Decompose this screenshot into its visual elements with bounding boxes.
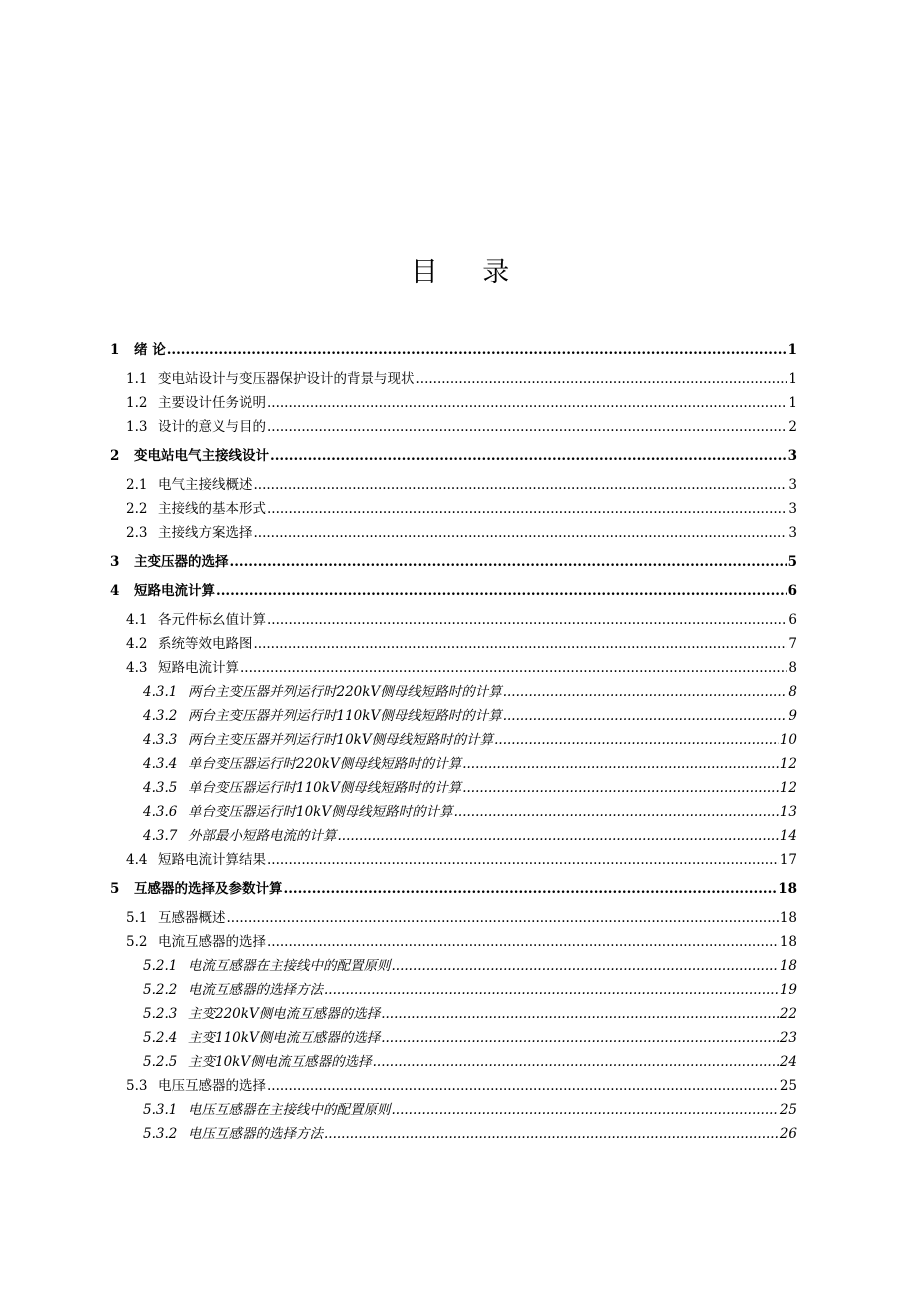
toc-entry-page-number: 8	[788, 684, 797, 700]
toc-entry-label: 绪 论	[134, 342, 166, 358]
toc-entry-page-number: 18	[779, 910, 797, 926]
toc-entry-page-number: 6	[787, 583, 797, 599]
toc-entry-page-number: 8	[788, 660, 797, 676]
toc-entry-label: 短路电流计算	[158, 660, 239, 676]
toc-entry-number: 5.2.3	[143, 1006, 178, 1022]
toc-entry-number: 4.3.3	[143, 732, 178, 748]
toc-entry-label: 外部最小短路电流的计算	[188, 828, 337, 844]
toc-entry-page-number: 25	[779, 1078, 797, 1094]
dot-leader	[267, 930, 779, 954]
toc-entry-number: 1.2	[126, 395, 148, 411]
toc-entry-page-number: 13	[779, 804, 797, 820]
toc-entry-number: 4.3.1	[143, 684, 178, 700]
toc-entry-level-3[interactable]	[110, 1122, 797, 1146]
toc-entry-page-number: 14	[779, 828, 797, 844]
dot-leader	[267, 1074, 779, 1098]
toc-entry-level-2[interactable]	[110, 391, 797, 415]
toc-entry-number: 5.2.1	[143, 958, 178, 974]
toc-entry-number: 3	[110, 554, 120, 570]
dot-leader	[338, 824, 779, 848]
toc-entry-page-number: 24	[779, 1054, 797, 1070]
toc-entry-number: 1	[110, 342, 120, 358]
toc-entry-page-number: 19	[779, 982, 797, 998]
toc-entry-level-3[interactable]	[110, 824, 797, 848]
toc-entry-label: 电气主接线概述	[158, 477, 253, 493]
toc-entry-number: 2	[110, 448, 120, 464]
dot-leader	[227, 906, 779, 930]
dot-leader	[267, 497, 787, 521]
toc-entry-level-3[interactable]	[110, 776, 797, 800]
toc-entry-label: 电流互感器的选择方法	[188, 982, 323, 998]
toc-entry-level-3[interactable]	[110, 752, 797, 776]
toc-entry-level-3[interactable]	[110, 954, 797, 978]
dot-leader	[381, 1002, 779, 1026]
toc-entry-level-3[interactable]	[110, 1098, 797, 1122]
toc-entry-page-number: 1	[787, 342, 797, 358]
dot-leader	[462, 776, 779, 800]
toc-entry-label: 主变110kV侧电流互感器的选择	[188, 1030, 381, 1046]
toc-entry-label: 单台变压器运行时10kV侧母线短路时的计算	[188, 804, 453, 820]
dot-leader	[462, 752, 779, 776]
toc-entry-label: 设计的意义与目的	[158, 419, 266, 435]
toc-entry-number: 4.2	[126, 636, 148, 652]
toc-entry-number: 5.3.2	[143, 1126, 178, 1142]
toc-entry-level-3[interactable]	[110, 978, 797, 1002]
toc-entry-page-number: 12	[779, 756, 797, 772]
dot-leader	[284, 877, 778, 901]
toc-entry-level-2[interactable]	[110, 906, 797, 930]
toc-entry-page-number: 17	[779, 852, 797, 868]
toc-entry-level-2[interactable]	[110, 930, 797, 954]
toc-entry-number: 2.2	[126, 501, 148, 517]
toc-entry-page-number: 18	[779, 934, 797, 950]
toc-entry-page-number: 1	[788, 395, 797, 411]
dot-leader	[270, 444, 787, 468]
dot-leader	[254, 632, 788, 656]
toc-entry-number: 5.2	[126, 934, 148, 950]
dot-leader	[392, 1098, 779, 1122]
dot-leader	[494, 728, 779, 752]
toc-entry-page-number: 3	[788, 501, 797, 517]
toc-entry-level-2[interactable]	[110, 848, 797, 872]
toc-entry-level-3[interactable]	[110, 1002, 797, 1026]
toc-entry-number: 5	[110, 881, 120, 897]
toc-entry-number: 4.3.7	[143, 828, 178, 844]
dot-leader	[381, 1026, 779, 1050]
toc-entry-level-2[interactable]	[110, 656, 797, 680]
dot-leader	[267, 391, 787, 415]
toc-entry-number: 4	[110, 583, 120, 599]
toc-entry-page-number: 3	[788, 477, 797, 493]
toc-entry-level-3[interactable]	[110, 704, 797, 728]
toc-entry-level-2[interactable]	[110, 497, 797, 521]
toc-entry-level-2[interactable]	[110, 367, 797, 391]
toc-entry-page-number: 6	[788, 612, 797, 628]
toc-entry-label: 主变压器的选择	[134, 554, 229, 570]
toc-entry-label: 主变220kV侧电流互感器的选择	[188, 1006, 381, 1022]
dot-leader	[267, 848, 779, 872]
toc-entry-page-number: 9	[788, 708, 797, 724]
toc-entry-label: 电流互感器的选择	[158, 934, 266, 950]
toc-entry-number: 4.3.5	[143, 780, 178, 796]
dot-leader	[324, 1122, 779, 1146]
dot-leader	[373, 1050, 779, 1074]
toc-entry-number: 4.3.6	[143, 804, 178, 820]
toc-entry-page-number: 2	[788, 419, 797, 435]
toc-entry-level-2[interactable]	[110, 608, 797, 632]
toc-title: 目 录	[410, 257, 528, 288]
toc-entry-page-number: 18	[779, 958, 797, 974]
toc-entry-page-number: 22	[779, 1006, 797, 1022]
toc-entry-level-2[interactable]	[110, 1074, 797, 1098]
toc-entry-label: 电压互感器在主接线中的配置原则	[188, 1102, 391, 1118]
toc-entry-label: 电流互感器在主接线中的配置原则	[188, 958, 391, 974]
toc-entry-number: 4.3	[126, 660, 148, 676]
dot-leader	[267, 608, 787, 632]
toc-entry-page-number: 3	[787, 448, 797, 464]
dot-leader	[503, 680, 788, 704]
toc-entry-label: 两台主变压器并列运行时220kV侧母线短路时的计算	[188, 684, 502, 700]
dot-leader	[503, 704, 788, 728]
toc-entry-label: 两台主变压器并列运行时10kV侧母线短路时的计算	[188, 732, 494, 748]
toc-entry-label: 主接线方案选择	[158, 525, 253, 541]
toc-entry-level-3[interactable]	[110, 800, 797, 824]
toc-entry-number: 1.1	[126, 371, 148, 387]
toc-entry-number: 5.3.1	[143, 1102, 178, 1118]
toc-entry-page-number: 3	[788, 525, 797, 541]
toc-entry-level-2[interactable]	[110, 521, 797, 545]
dot-leader	[392, 954, 779, 978]
toc-entry-label: 主要设计任务说明	[158, 395, 266, 411]
toc-entry-level-1[interactable]	[110, 444, 797, 468]
toc-entry-number: 5.2.5	[143, 1054, 178, 1070]
toc-entry-label: 短路电流计算	[134, 583, 215, 599]
toc-entry-level-3[interactable]	[110, 1050, 797, 1074]
dot-leader	[254, 473, 788, 497]
toc-entry-level-1[interactable]	[110, 338, 797, 362]
dot-leader	[167, 338, 787, 362]
toc-entry-label: 各元件标幺值计算	[158, 612, 266, 628]
toc-entry-label: 两台主变压器并列运行时110kV侧母线短路时的计算	[188, 708, 502, 724]
toc-entry-level-2[interactable]	[110, 632, 797, 656]
toc-entry-page-number: 1	[788, 371, 797, 387]
toc-entry-level-3[interactable]	[110, 1026, 797, 1050]
toc-entry-level-2[interactable]	[110, 473, 797, 497]
toc-entry-page-number: 25	[779, 1102, 797, 1118]
toc-entry-level-1[interactable]	[110, 579, 797, 603]
toc-entry-page-number: 10	[779, 732, 797, 748]
toc-entry-number: 4.3.4	[143, 756, 178, 772]
dot-leader	[416, 367, 788, 391]
toc-entry-label: 互感器概述	[158, 910, 226, 926]
toc-entry-number: 4.4	[126, 852, 148, 868]
toc-entry-label: 电压互感器的选择	[158, 1078, 266, 1094]
dot-leader	[454, 800, 779, 824]
toc-entry-level-1[interactable]	[110, 550, 797, 574]
toc-entry-number: 5.2.4	[143, 1030, 178, 1046]
toc-entry-label: 单台变压器运行时110kV侧母线短路时的计算	[188, 780, 462, 796]
toc-entry-page-number: 26	[779, 1126, 797, 1142]
toc-entry-label: 主变10kV侧电流互感器的选择	[188, 1054, 372, 1070]
dot-leader	[216, 579, 787, 603]
dot-leader	[267, 415, 787, 439]
toc-entry-label: 主接线的基本形式	[158, 501, 266, 517]
toc-entry-level-3[interactable]	[110, 728, 797, 752]
table-of-contents	[110, 338, 797, 1146]
toc-entry-label: 变电站设计与变压器保护设计的背景与现状	[158, 371, 415, 387]
dot-leader	[240, 656, 787, 680]
toc-entry-number: 5.1	[126, 910, 148, 926]
toc-entry-page-number: 18	[778, 881, 797, 897]
toc-entry-label: 变电站电气主接线设计	[134, 448, 269, 464]
toc-entry-page-number: 23	[779, 1030, 797, 1046]
toc-entry-page-number: 5	[787, 554, 797, 570]
toc-entry-number: 2.1	[126, 477, 148, 493]
toc-entry-page-number: 12	[779, 780, 797, 796]
toc-entry-label: 互感器的选择及参数计算	[134, 881, 283, 897]
toc-entry-label: 短路电流计算结果	[158, 852, 266, 868]
toc-entry-label: 系统等效电路图	[158, 636, 253, 652]
toc-entry-number: 5.2.2	[143, 982, 178, 998]
dot-leader	[230, 550, 787, 574]
toc-entry-number: 4.1	[126, 612, 148, 628]
dot-leader	[254, 521, 788, 545]
toc-entry-level-3[interactable]	[110, 680, 797, 704]
toc-entry-number: 2.3	[126, 525, 148, 541]
toc-entry-label: 电压互感器的选择方法	[188, 1126, 323, 1142]
toc-entry-number: 4.3.2	[143, 708, 178, 724]
toc-entry-number: 1.3	[126, 419, 148, 435]
toc-entry-level-1[interactable]	[110, 877, 797, 901]
toc-entry-level-2[interactable]	[110, 415, 797, 439]
toc-entry-number: 5.3	[126, 1078, 148, 1094]
toc-entry-page-number: 7	[788, 636, 797, 652]
toc-entry-label: 单台变压器运行时220kV侧母线短路时的计算	[188, 756, 462, 772]
dot-leader	[324, 978, 779, 1002]
